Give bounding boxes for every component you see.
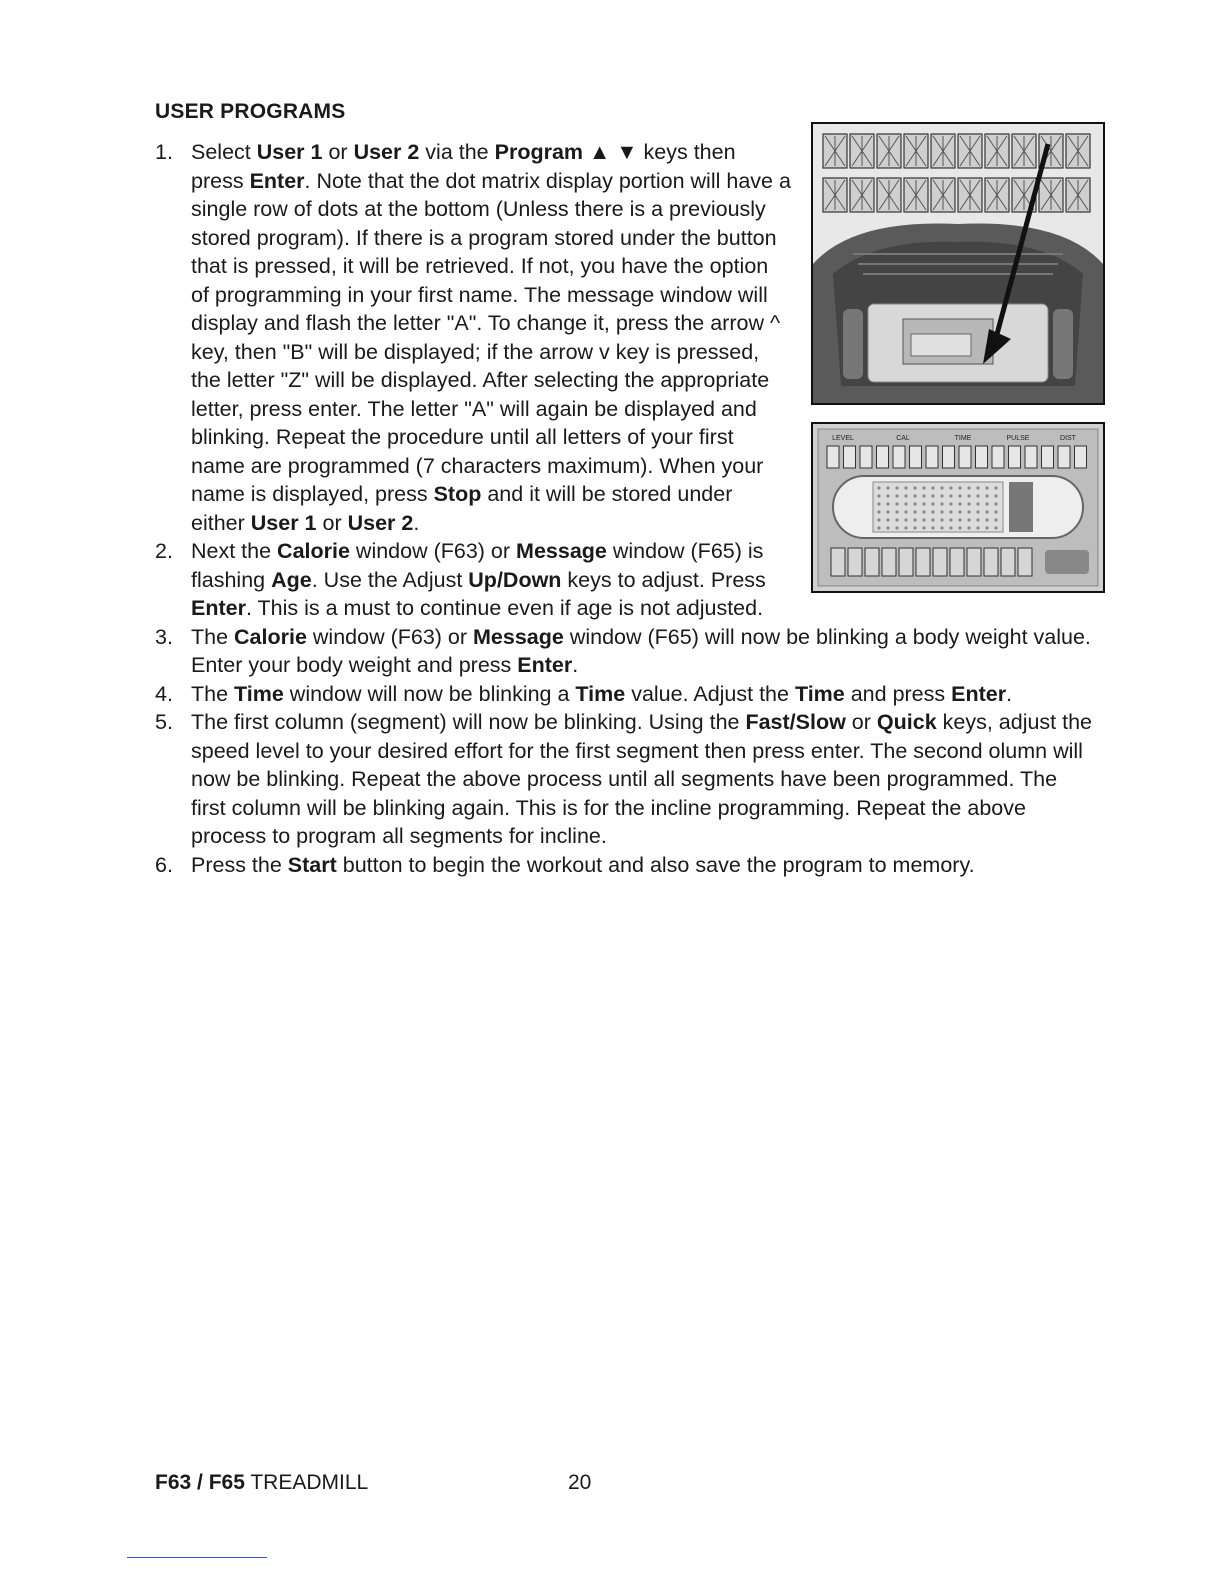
bold-term: Message [473, 624, 564, 649]
step-number: 3. [155, 624, 173, 649]
text-run: . [1006, 681, 1013, 706]
bold-term: Enter [191, 596, 246, 620]
text-run: . Note that the dot matrix display portion will have a single row of dots at the bottom (Unless there is a previously stored program). If there is a program stored under the button that is pressed, it will be retrieved. If not, you have the option of programming in your first name. The message window will display and flash the letter "A". To change it, press the arrow ^ key, then "B" will be displayed; if the arrow v key is pressed, the letter "Z" will be displayed. After selecting the appropriate letter, press enter. The letter "A" will again be displayed and blinking. Repeat the procedure until all letters of your first name are programmed (7 characters maximum). When your name is displayed, press [191, 168, 791, 506]
section-heading: USER PROGRAMS [155, 100, 346, 123]
text-run: or [322, 140, 354, 164]
text-run: via the [419, 140, 495, 164]
bold-term: Time [794, 681, 845, 706]
text-run: window (F65) is flashing [191, 539, 764, 592]
bold-term: Program [494, 140, 584, 164]
bold-term: Time [575, 681, 626, 706]
text-run: The first column (segment) will now be blinking. Using the [191, 710, 746, 734]
footer-product: TREADMILL [244, 1471, 369, 1494]
step-text [191, 708, 1095, 851]
step-number: 2. [155, 539, 173, 563]
text-run: window (F65) will now be blinking a body weight value. Enter your body weight and press [191, 624, 1091, 677]
footer-model [155, 1471, 368, 1495]
bold-term: Calorie [277, 539, 350, 563]
bold-term: Time [234, 681, 284, 706]
bold-term: Quick [876, 710, 937, 734]
bold-term: Message [516, 539, 607, 563]
footer-rule [127, 1557, 267, 1558]
display-label: CAL [896, 435, 910, 442]
step-text [191, 680, 1095, 709]
bold-term: Fast/Slow [745, 710, 846, 734]
step-text [191, 851, 1095, 880]
text-run: window (F63) or [306, 624, 474, 649]
bold-term: User 2 [347, 510, 414, 535]
step-4 [155, 680, 1095, 709]
text-run: keys to adjust. Press [561, 567, 766, 592]
text-run: . [572, 653, 579, 677]
step-number: 5. [155, 710, 173, 734]
display-label: TIME [954, 435, 972, 442]
step-6 [155, 851, 1095, 880]
bold-term: Enter [249, 168, 305, 193]
text-run: The [191, 681, 235, 706]
text-run: ▲ ▼ keys then press [191, 140, 736, 193]
step-number: 6. [155, 852, 173, 877]
text-run: button to begin the workout and also save the program to memory. [336, 852, 975, 877]
text-run: . This is a must to continue even if age is not adjusted. [245, 596, 764, 620]
step-number: 1. [155, 140, 173, 164]
bold-term: Enter [951, 681, 1007, 706]
text-run: or [316, 510, 348, 535]
page-number: 20 [568, 1471, 592, 1494]
bold-term: Enter [517, 653, 573, 677]
bold-term: Age [271, 567, 312, 592]
display-label: DIST [1060, 435, 1076, 442]
display-panel-figure [811, 422, 1105, 593]
message-window-row [831, 548, 1089, 576]
step-text [191, 623, 1095, 680]
step-5 [155, 708, 1095, 851]
step-text [191, 537, 791, 623]
bold-term: User 1 [256, 140, 323, 164]
text-run: Select [191, 140, 257, 164]
text-run: and press [844, 681, 952, 706]
bold-term: Up/Down [468, 567, 562, 592]
bold-term: Start [287, 852, 337, 877]
bold-term: Stop [433, 482, 482, 506]
console-illustration [813, 124, 1103, 403]
text-run: value. Adjust the [625, 681, 795, 706]
text-run: keys, adjust the speed level to your desired effort for the first segment then press enter. The second olumn will now be blinking. Repeat the above process until all segments have been programmed. The first column will be blinking again. This is for the incline programming. Repeat the above process to program all segments for incline. [191, 710, 1093, 848]
text-run: Next the [191, 539, 278, 563]
bold-term: Calorie [234, 624, 307, 649]
text-run: . Use the Adjust [311, 567, 469, 592]
display-label: PULSE [1006, 435, 1030, 442]
text-run: and it will be stored under either [191, 482, 733, 535]
text-run: window (F63) or [349, 539, 517, 563]
step-text [191, 138, 791, 537]
bold-term: User 2 [353, 140, 420, 164]
text-run: Press the [191, 852, 288, 877]
text-run: or [845, 710, 877, 734]
step-3 [155, 623, 1095, 680]
text-run: window will now be blinking a [283, 681, 576, 706]
console-photo-figure [811, 122, 1105, 405]
step-number: 4. [155, 681, 173, 706]
footer-model-number: F63 / F65 [155, 1471, 245, 1494]
text-run: . [413, 510, 420, 535]
display-panel-illustration [813, 424, 1103, 591]
display-label: LEVEL [832, 435, 854, 442]
bold-term: User 1 [250, 510, 317, 535]
text-run: The [191, 624, 235, 649]
